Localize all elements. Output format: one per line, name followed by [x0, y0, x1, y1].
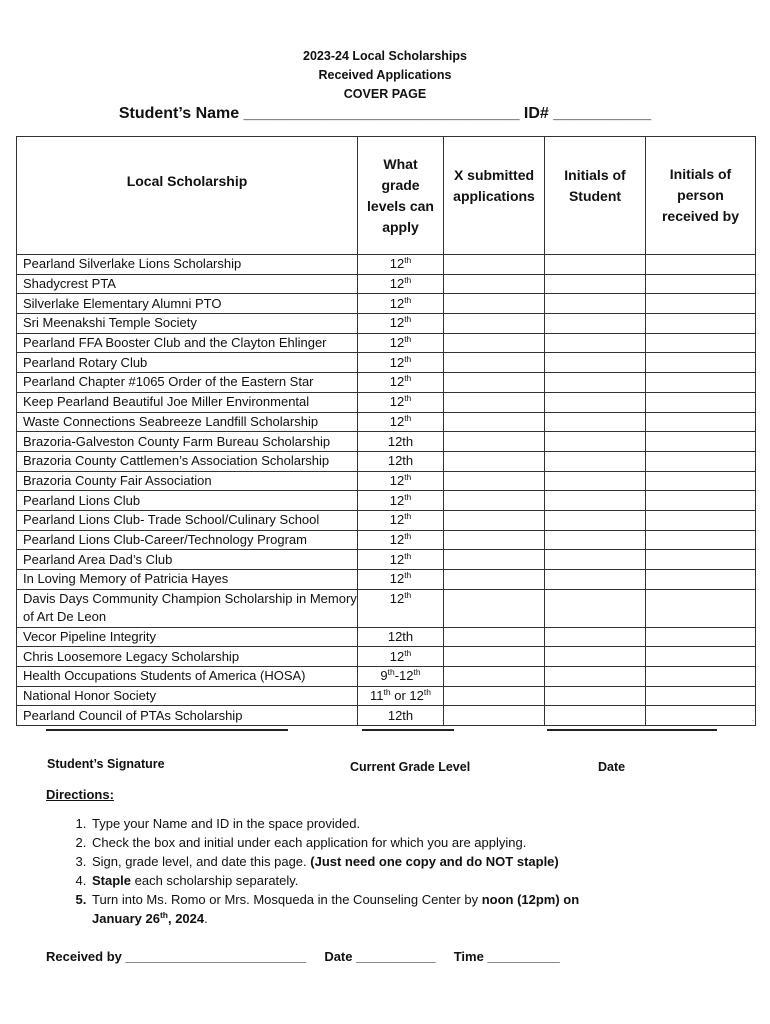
direction-step: 5. Turn into Ms. Romo or Mrs. Mosqueda in the Counseling Center by noon (12pm) on January 26th, 2024.: [90, 890, 710, 928]
student-initials-cell[interactable]: [545, 412, 646, 432]
received-initials-cell[interactable]: [646, 255, 756, 275]
received-initials-cell[interactable]: [646, 647, 756, 667]
grade-level: 12th: [358, 550, 444, 570]
scholarship-name: Pearland FFA Booster Club and the Clayton Ehlinger: [17, 333, 358, 353]
student-initials-cell[interactable]: [545, 294, 646, 314]
grade-level: 11th or 12th: [358, 686, 444, 706]
student-signature-label: Student’s Signature: [47, 757, 165, 771]
date-label: Date: [598, 760, 626, 774]
submitted-checkbox-cell[interactable]: [444, 686, 545, 706]
scholarship-name: Chris Loosemore Legacy Scholarship: [17, 647, 358, 667]
grade-level: 12th: [358, 373, 444, 393]
submitted-checkbox-cell[interactable]: [444, 491, 545, 511]
submitted-checkbox-cell[interactable]: [444, 510, 545, 530]
grade-level-line[interactable]: [362, 729, 454, 731]
grade-level: 12th: [358, 432, 444, 452]
received-date-label: Date: [324, 949, 353, 964]
name-id-row: [0, 105, 770, 123]
submitted-checkbox-cell[interactable]: [444, 333, 545, 353]
grade-level: 12th: [358, 510, 444, 530]
submitted-checkbox-cell[interactable]: [444, 274, 545, 294]
grade-level: 12th: [358, 333, 444, 353]
submitted-checkbox-cell[interactable]: [444, 294, 545, 314]
received-initials-cell[interactable]: [646, 353, 756, 373]
received-initials-cell[interactable]: [646, 412, 756, 432]
student-id-label: ID#: [523, 105, 549, 122]
student-initials-cell[interactable]: [545, 647, 646, 667]
direction-step: 4. Staple each scholarship separately.: [90, 871, 710, 890]
table-row: [17, 471, 756, 491]
table-row: [17, 510, 756, 530]
received-date-field[interactable]: ___________: [356, 949, 436, 964]
received-by-field[interactable]: _________________________: [125, 949, 307, 964]
table-row: [17, 667, 756, 687]
student-name-label: Student’s Name: [118, 105, 240, 122]
grade-level: 12th: [358, 491, 444, 511]
scholarship-name: Pearland Rotary Club: [17, 353, 358, 373]
table-row: [17, 627, 756, 647]
header-line: received by: [661, 208, 740, 224]
header-line: levels can: [367, 197, 434, 214]
table-row: [17, 589, 756, 627]
table-row: [17, 570, 756, 590]
direction-step: 3. Sign, grade level, and date this page. (Just need one copy and do NOT staple): [90, 852, 710, 871]
col-header-initials-received: [646, 137, 756, 255]
submitted-checkbox-cell[interactable]: [444, 647, 545, 667]
col-header-submitted: [444, 137, 545, 255]
submitted-checkbox-cell[interactable]: [444, 451, 545, 471]
submitted-checkbox-cell[interactable]: [444, 432, 545, 452]
header-line: Initials of: [669, 166, 732, 182]
scholarship-name: Pearland Lions Club- Trade School/Culinary School: [17, 510, 358, 530]
received-row: [46, 949, 560, 964]
grade-level: 12th: [358, 314, 444, 334]
grade-level: 12th: [358, 412, 444, 432]
received-initials-cell[interactable]: [646, 589, 756, 627]
student-initials-cell[interactable]: [545, 373, 646, 393]
scholarship-name: Pearland Council of PTAs Scholarship: [17, 706, 358, 726]
grade-level: 12th: [358, 353, 444, 373]
grade-level-label: Current Grade Level: [350, 760, 471, 774]
received-initials-cell[interactable]: [646, 451, 756, 471]
submitted-checkbox-cell[interactable]: [444, 530, 545, 550]
header-line: person: [677, 187, 724, 203]
student-initials-cell[interactable]: [545, 510, 646, 530]
student-initials-cell[interactable]: [545, 550, 646, 570]
submitted-checkbox-cell[interactable]: [444, 667, 545, 687]
submitted-checkbox-cell[interactable]: [444, 255, 545, 275]
submitted-checkbox-cell[interactable]: [444, 314, 545, 334]
received-initials-cell[interactable]: [646, 570, 756, 590]
received-time-field[interactable]: __________: [487, 949, 560, 964]
received-initials-cell[interactable]: [646, 667, 756, 687]
received-initials-cell[interactable]: [646, 510, 756, 530]
student-signature-line[interactable]: [46, 729, 288, 731]
table-row: [17, 432, 756, 452]
doc-title: 2023-24 Local Scholarships: [303, 49, 467, 63]
grade-level: 12th: [358, 274, 444, 294]
student-initials-cell[interactable]: [545, 667, 646, 687]
scholarship-name: Brazoria County Cattlemen’s Association Scholarship: [17, 451, 358, 471]
doc-subtitle: Received Applications: [318, 68, 452, 82]
submitted-checkbox-cell[interactable]: [444, 373, 545, 393]
grade-level: 9th-12th: [358, 667, 444, 687]
student-initials-cell[interactable]: [545, 314, 646, 334]
scholarship-name: Pearland Lions Club: [17, 491, 358, 511]
received-initials-cell[interactable]: [646, 530, 756, 550]
table-row: [17, 353, 756, 373]
scholarship-name: Sri Meenakshi Temple Society: [17, 314, 358, 334]
student-initials-cell[interactable]: [545, 353, 646, 373]
student-initials-cell[interactable]: [545, 255, 646, 275]
table-row: [17, 392, 756, 412]
grade-level: 12th: [358, 706, 444, 726]
student-initials-cell[interactable]: [545, 471, 646, 491]
scholarship-name: In Loving Memory of Patricia Hayes: [17, 570, 358, 590]
table-row: [17, 550, 756, 570]
table-row: [17, 294, 756, 314]
student-initials-cell[interactable]: [545, 570, 646, 590]
table-row: [17, 647, 756, 667]
scholarship-name: Keep Pearland Beautiful Joe Miller Environmental: [17, 392, 358, 412]
submitted-checkbox-cell[interactable]: [444, 550, 545, 570]
dotted-separator: . . . . . .: [16, 716, 754, 723]
table-row: [17, 530, 756, 550]
student-initials-cell[interactable]: [545, 686, 646, 706]
doc-cover-label: COVER PAGE: [343, 87, 427, 101]
scholarship-name: Pearland Silverlake Lions Scholarship: [17, 255, 358, 275]
received-by-label: Received by: [46, 949, 122, 964]
scholarship-table: [16, 136, 756, 726]
received-initials-cell[interactable]: [646, 333, 756, 353]
header-line: X submitted: [453, 166, 535, 183]
scholarship-name: Brazoria County Fair Association: [17, 471, 358, 491]
header-line: applications: [453, 187, 535, 204]
submitted-checkbox-cell[interactable]: [444, 627, 545, 647]
direction-step: 1. Type your Name and ID in the space provided.: [90, 814, 710, 833]
scholarship-name: Health Occupations Students of America (HOSA): [17, 667, 358, 687]
direction-step: 2. Check the box and initial under each application for which you are applying.: [90, 833, 710, 852]
student-initials-cell[interactable]: [545, 274, 646, 294]
student-name-field[interactable]: _______________________________: [243, 105, 520, 122]
directions-title: Directions:: [46, 787, 114, 802]
submitted-checkbox-cell[interactable]: [444, 353, 545, 373]
received-initials-cell[interactable]: [646, 392, 756, 412]
header-line: grade: [381, 176, 420, 193]
grade-level: 12th: [358, 471, 444, 491]
grade-level: 12th: [358, 570, 444, 590]
submitted-checkbox-cell[interactable]: [444, 570, 545, 590]
grade-level: 12th: [358, 647, 444, 667]
student-initials-cell[interactable]: [545, 451, 646, 471]
table-row: [17, 314, 756, 334]
grade-level: 12th: [358, 255, 444, 275]
received-initials-cell[interactable]: [646, 373, 756, 393]
student-initials-cell[interactable]: [545, 392, 646, 412]
scholarship-name: Davis Days Community Champion Scholarship in Memory of Art De Leon: [17, 589, 358, 627]
student-initials-cell[interactable]: [545, 530, 646, 550]
received-initials-cell[interactable]: [646, 471, 756, 491]
header-line: What: [383, 155, 418, 172]
received-initials-cell[interactable]: [646, 314, 756, 334]
grade-level: 12th: [358, 589, 444, 627]
table-row: [17, 333, 756, 353]
student-id-field[interactable]: ___________: [553, 105, 652, 122]
table-row: [17, 451, 756, 471]
student-initials-cell[interactable]: [545, 333, 646, 353]
scholarship-name: National Honor Society: [17, 686, 358, 706]
scholarship-name: Shadycrest PTA: [17, 274, 358, 294]
grade-level: 12th: [358, 392, 444, 412]
received-initials-cell[interactable]: [646, 491, 756, 511]
scholarship-name: Pearland Chapter #1065 Order of the Eastern Star: [17, 373, 358, 393]
header-line: apply: [382, 218, 419, 235]
col-header-grade: [358, 137, 444, 255]
grade-level: 12th: [358, 530, 444, 550]
col-header-scholarship: Local Scholarship: [17, 137, 358, 255]
student-initials-cell[interactable]: [545, 432, 646, 452]
scholarship-name: Waste Connections Seabreeze Landfill Scholarship: [17, 412, 358, 432]
scholarship-name: Vecor Pipeline Integrity: [17, 627, 358, 647]
directions-list: [48, 814, 710, 928]
table-row: [17, 491, 756, 511]
header-line: Initials of: [564, 166, 626, 183]
submitted-checkbox-cell[interactable]: [444, 471, 545, 491]
scholarship-name: Pearland Area Dad’s Club: [17, 550, 358, 570]
submitted-checkbox-cell[interactable]: [444, 392, 545, 412]
received-initials-cell[interactable]: [646, 294, 756, 314]
header-line: Student: [568, 187, 622, 204]
received-initials-cell[interactable]: [646, 627, 756, 647]
col-header-initials-student: [545, 137, 646, 255]
grade-level: 12th: [358, 627, 444, 647]
grade-level: 12th: [358, 294, 444, 314]
table-row: [17, 255, 756, 275]
table-row: [17, 373, 756, 393]
received-initials-cell[interactable]: [646, 550, 756, 570]
submitted-checkbox-cell[interactable]: [444, 589, 545, 627]
scholarship-name: Silverlake Elementary Alumni PTO: [17, 294, 358, 314]
scholarship-name: Pearland Lions Club-Career/Technology Program: [17, 530, 358, 550]
submitted-checkbox-cell[interactable]: [444, 412, 545, 432]
table-row: [17, 412, 756, 432]
table-row: [17, 686, 756, 706]
student-initials-cell[interactable]: [545, 589, 646, 627]
date-line[interactable]: [547, 729, 717, 731]
student-initials-cell[interactable]: [545, 491, 646, 511]
received-initials-cell[interactable]: [646, 274, 756, 294]
received-initials-cell[interactable]: [646, 432, 756, 452]
received-time-label: Time: [453, 949, 484, 964]
received-initials-cell[interactable]: [646, 686, 756, 706]
grade-level: 12th: [358, 451, 444, 471]
scholarship-name: Brazoria-Galveston County Farm Bureau Scholarship: [17, 432, 358, 452]
table-row: [17, 274, 756, 294]
student-initials-cell[interactable]: [545, 627, 646, 647]
